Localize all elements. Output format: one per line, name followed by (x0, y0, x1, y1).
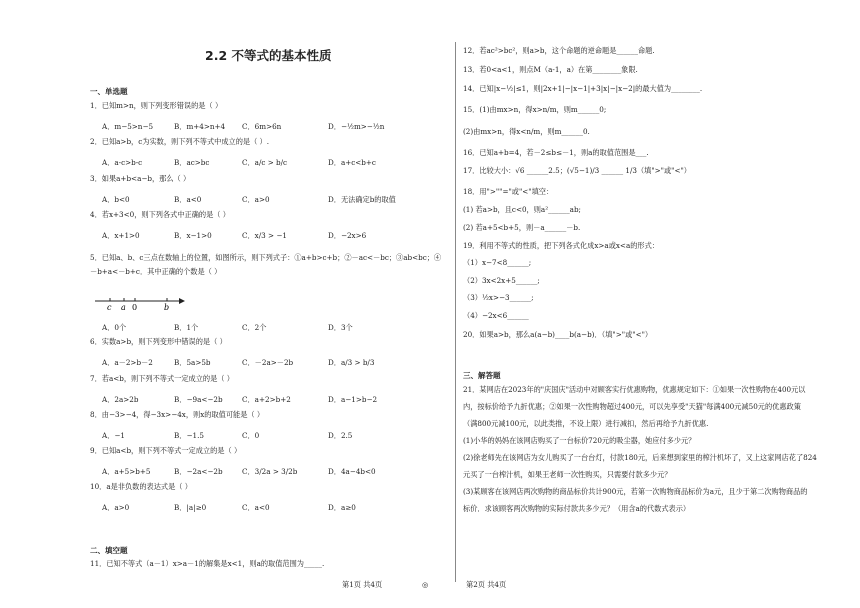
question-4-option-C: C．x/3 > −1 (242, 231, 287, 240)
fill-blank-line-12: （1）x−7<8______; (463, 258, 532, 267)
question-2-option-D: D．a+c<b+c (328, 158, 376, 167)
arrow-right-icon (179, 298, 185, 304)
section-answer: 三、解答题 (463, 371, 501, 380)
fill-blank-line-1: 12．若ac²>bc²，则a>b，这个命题的逆命题是______命题. (463, 46, 655, 55)
footer-center-mark: ◎ (422, 580, 429, 589)
fill-blank-line-6: 16．已知a+b=4，若－2≤b≤－1，则a的取值范围是___. (463, 148, 649, 157)
fill-blank-line-13: （2）3x<2x+5______; (463, 276, 540, 285)
fill-blank-line-8: 18．用">""="或"<"填空： (463, 187, 554, 196)
question-10-stem: 10．a是非负数的表达式是（ ） (90, 482, 192, 491)
question-21-line-3: （满800元减100元，以此类推，不设上限）进行减扣，然后再给予九折优惠. (463, 419, 709, 428)
question-8-option-C: C．0 (242, 431, 260, 440)
question-5-option-C: C．2个 (242, 323, 267, 332)
question-4-stem: 4．若x+3<0，则下列各式中正确的是（ ） (90, 210, 230, 219)
question-3-option-C: C．a>0 (242, 195, 270, 204)
question-4-option-A: A．x+1>0 (102, 231, 140, 240)
question-21-line-1: 21．某网店在2023年的"庆国庆"活动中对顾客实行优惠购物，优惠规定如下：①如果一次性购物在400元以 (463, 385, 806, 394)
question-1-stem: 1．已知m>n，则下列变形错误的是（ ） (90, 101, 223, 110)
fill-blank-line-3: 14．已知|x−½|≤1，则|2x+1|−|x−1|+3|x|−|x−2|的最大值为________. (463, 84, 703, 93)
section-fill-blank: 二、填空题 (90, 546, 128, 555)
question-21-line-4: (1)小华的妈妈在该网店购买了一台标价720元的吸尘器，她应付多少元？ (463, 436, 696, 445)
question-1-option-C: C．6m>6n (242, 122, 282, 131)
number-line-label-0: 0 (132, 303, 138, 312)
question-2-option-B: B．ac>bc (174, 158, 210, 167)
number-line-label-a: a (121, 303, 126, 312)
fill-blank-line-7: 17．比较大小：√6 ______2.5；(√5−1)/3 ______ 1/3（填">"或"<"） (463, 166, 691, 175)
fill-blank-line-14: （3）½x>−3______; (463, 293, 534, 302)
fill-blank-line-9: (1) 若a>b，且c<0，则a²______ab; (463, 205, 581, 214)
question-3-option-D: D．无法确定b的取值 (328, 195, 396, 204)
question-21-line-6: 元买了一台榨汁机，如果王老师一次性购买，只需要付款多少元？ (463, 470, 672, 479)
fill-blank-line-4: 15．(1)由mx>n，得x>n/m，则m______0; (463, 105, 607, 114)
question-8-stem: 8．由−3>−4，得−3x>−4x，则x的取值可能是（ ） (90, 410, 265, 419)
question-7-option-B: B．−9a<−2b (174, 395, 223, 404)
fill-blank-line-10: (2) 若a+5<b+5，则－a______－b. (463, 223, 581, 232)
question-21-line-2: 内，按标价给予九折优惠；②如果一次性购物超过400元，可以先享受"天猫"每满400元减50元的优惠政策 (463, 402, 801, 411)
fill-blank-line-15: （4）−2x<6______ (463, 311, 529, 320)
section-single-choice: 一、单选题 (90, 87, 128, 96)
question-10-option-D: D．a≥0 (328, 503, 356, 512)
question-11: 11．已知不等式（a－1）x>a－1的解集是x<1，则a的取值范围为_____. (90, 559, 325, 568)
question-7-option-D: D．a−1>b−2 (328, 395, 378, 404)
question-9-option-C: C．3/2a > 3/2b (242, 467, 298, 476)
question-1-option-B: B．m+4>n+4 (174, 122, 226, 131)
question-4-option-D: D．−2x>6 (328, 231, 367, 240)
question-9-option-A: A．a+5>b+5 (102, 467, 151, 476)
footer-left-page-number: 第1页 共4页 (342, 580, 383, 589)
question-21-line-7: (3)某顾客在该网店两次购物的商品标价共计900元，若第一次购物商品标价为a元，且少于第二次购物商品的 (463, 487, 808, 496)
question-3-option-B: B．a<0 (174, 195, 202, 204)
question-5-stem: 5．已知a、b、c三点在数轴上的位置，如图所示，则下列式子：①a+b>c+b；②－ac<－bc；③ab<bc；④ (90, 253, 442, 262)
question-1-option-D: D．−½m>−½n (328, 122, 385, 131)
fill-blank-line-11: 19．利用不等式的性质，把下列各式化成x>a或x<a的形式： (463, 241, 659, 250)
question-21-line-5: (2)徐老师先在该网店为女儿购买了一台台灯，付款180元，后来想到家里的榨汁机坏了，又上这家网店花了824 (463, 453, 817, 462)
question-3-stem: 3．如果a+b<a−b，那么（ ） (90, 174, 191, 183)
question-9-stem: 9．已知a<b，则下列不等式一定成立的是（ ） (90, 446, 242, 455)
number-line-label-c: c (107, 303, 112, 312)
number-line-label-b: b (164, 303, 170, 312)
question-7-option-A: A．2a>2b (102, 395, 139, 404)
fill-blank-line-5: (2)由mx>n，得x<n/m，则m______0. (463, 127, 590, 136)
question-8-option-D: D．2.5 (328, 431, 353, 440)
footer-right-page-number: 第2页 共4页 (466, 580, 507, 589)
question-10-option-B: B．|a|≥0 (174, 503, 207, 512)
question-5-option-B: B．1个 (174, 323, 199, 332)
question-2-option-A: A．a-c>b-c (102, 158, 143, 167)
question-2-stem: 2．已知a>b，c为实数，则下列不等式中成立的是（ ）. (90, 137, 270, 146)
question-6-option-C: C．－2a>－2b (242, 358, 294, 367)
question-5-option-A: A．0个 (102, 323, 127, 332)
page-title: 2.2 不等式的基本性质 (205, 48, 332, 63)
right-page (430, 0, 860, 608)
question-2-option-C: C．a/c > b/c (242, 158, 288, 167)
question-6-option-D: D．a/3 > b/3 (328, 358, 375, 367)
fill-blank-line-2: 13．若0<a<1，则点M（a-1，a）在第________象限. (463, 65, 638, 74)
question-5-option-D: D．3个 (328, 323, 353, 332)
question-10-option-C: C．a<0 (242, 503, 270, 512)
question-3-option-A: A．b<0 (102, 195, 130, 204)
question-6-option-A: A．a－2>b－2 (102, 358, 153, 367)
question-7-option-C: C．a+2>b+2 (242, 395, 291, 404)
question-21-line-8: 标价．求该顾客两次购物的实际付款共多少元？（用含a的代数式表示） (463, 504, 691, 513)
number-line-figure (95, 293, 185, 313)
question-10-option-A: A．a>0 (102, 503, 130, 512)
question-5-stem-continued: －b+a<－b+c．其中正确的个数是（ ） (90, 267, 222, 276)
question-6-option-B: B．5a>5b (174, 358, 211, 367)
question-7-stem: 7．若a<b，则下列不等式一定成立的是（ ） (90, 374, 234, 383)
question-4-option-B: B．x−1>0 (174, 231, 212, 240)
fill-blank-line-16: 20．如果a>b，那么a(a−b)____b(a−b)．（填">"或"<"） (463, 330, 653, 339)
question-8-option-B: B．−1.5 (174, 431, 204, 440)
question-1-option-A: A．m−5>n−5 (102, 122, 154, 131)
question-6-stem: 6．实数a>b，则下列变形中错误的是（ ） (90, 337, 227, 346)
question-9-option-B: B．−2a<−2b (174, 467, 223, 476)
question-9-option-D: D．4a−4b<0 (328, 467, 376, 476)
question-8-option-A: A．−1 (102, 431, 125, 440)
